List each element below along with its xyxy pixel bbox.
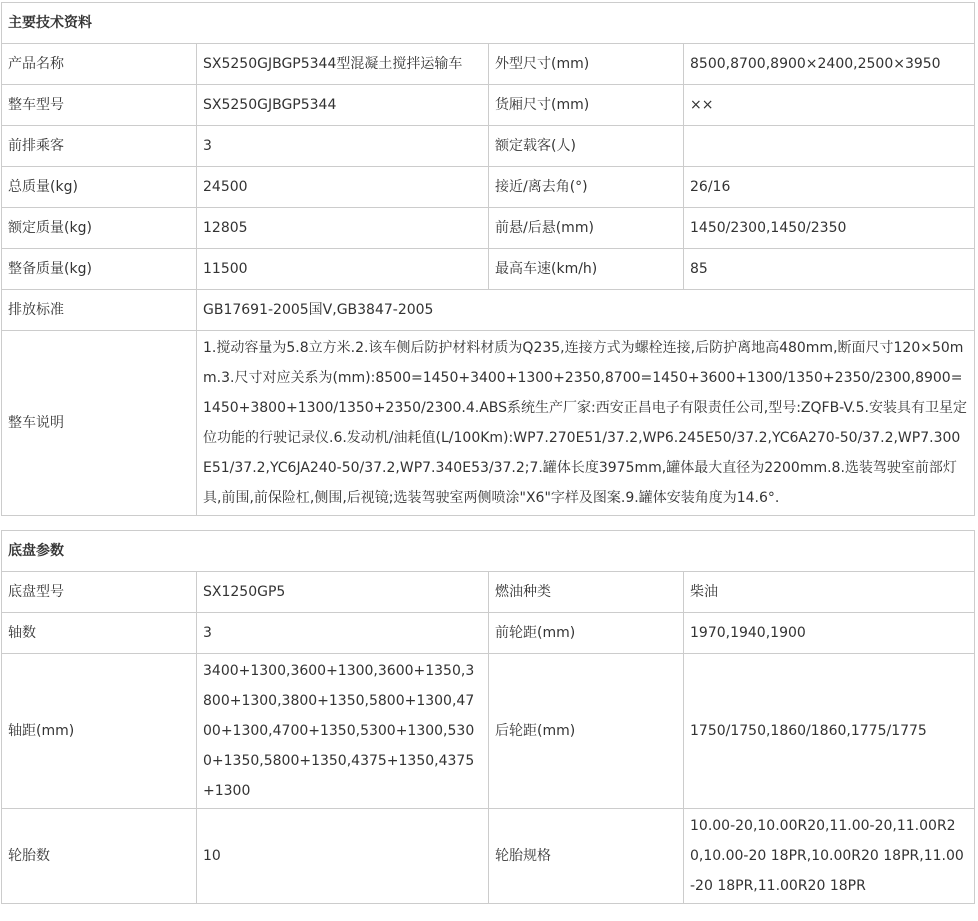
spec-label: 货厢尺寸(mm) <box>489 85 684 126</box>
spec-value: 1750/1750,1860/1860,1775/1775 <box>684 654 975 809</box>
spec-label: 整车型号 <box>2 85 197 126</box>
spec-value: 12805 <box>197 208 489 249</box>
main-spec-table <box>1 2 975 516</box>
spec-label: 轮胎数 <box>2 809 197 904</box>
spec-value <box>684 126 975 167</box>
chassis-spec-title: 底盘参数 <box>2 531 975 572</box>
spec-label: 后轮距(mm) <box>489 654 684 809</box>
description-value: 1.搅动容量为5.8立方米.2.该车侧后防护材料材质为Q235,连接方式为螺栓连接,后防护离地高480mm,断面尺寸120×50mm.3.尺寸对应关系为(mm):8500=1450+3400+1300+2350,8700=1450+3600+1300/1350+2350/2300,8900=1450+3800+1300/1350+2350/2300.4.ABS系统生产厂家:西安正昌电子有限责任公司,型号:ZQFB-V.5.安装具有卫星定位功能的行驶记录仪.6.发动机/油耗值(L/100Km):WP7.270E51/37.2,WP6.245E50/37.2,YC6A270-50/37.2,WP7.300E51/37.2,YC6JA240-50/37.2,WP7.340E53/37.2;7.罐体长度3975mm,罐体最大直径为2200mm.8.选装驾驶室前部灯具,前围,前保险杠,侧围,后视镜;选装驾驶室两侧喷涂"X6"字样及图案.9.罐体安装角度为14.6°. <box>197 331 975 516</box>
spec-label: 轮胎规格 <box>489 809 684 904</box>
chassis-spec-table <box>1 530 975 904</box>
spec-value: SX5250GJBGP5344型混凝土搅拌运输车 <box>197 44 489 85</box>
spec-value: 26/16 <box>684 167 975 208</box>
spec-value: SX5250GJBGP5344 <box>197 85 489 126</box>
spec-label: 额定质量(kg) <box>2 208 197 249</box>
emission-label: 排放标准 <box>2 290 197 331</box>
emission-value: GB17691-2005国Ⅴ,GB3847-2005 <box>197 290 975 331</box>
spec-label: 前排乘客 <box>2 126 197 167</box>
spec-value: 3 <box>197 613 489 654</box>
spec-label: 底盘型号 <box>2 572 197 613</box>
spec-label: 最高车速(km/h) <box>489 249 684 290</box>
spec-label: 前悬/后悬(mm) <box>489 208 684 249</box>
spec-label: 轴数 <box>2 613 197 654</box>
spec-label: 外型尺寸(mm) <box>489 44 684 85</box>
description-label: 整车说明 <box>2 331 197 516</box>
spec-label: 总质量(kg) <box>2 167 197 208</box>
spec-label: 燃油种类 <box>489 572 684 613</box>
spec-value: 10.00-20,10.00R20,11.00-20,11.00R20,10.00-20 18PR,10.00R20 18PR,11.00-20 18PR,11.00R20 18PR <box>684 809 975 904</box>
spec-value: ×× <box>684 85 975 126</box>
spec-label: 前轮距(mm) <box>489 613 684 654</box>
spec-value: 1450/2300,1450/2350 <box>684 208 975 249</box>
spec-value: 11500 <box>197 249 489 290</box>
spec-value: 24500 <box>197 167 489 208</box>
main-spec-title: 主要技术资料 <box>2 3 975 44</box>
spec-value: 1970,1940,1900 <box>684 613 975 654</box>
spec-value: 8500,8700,8900×2400,2500×3950 <box>684 44 975 85</box>
spec-value: 柴油 <box>684 572 975 613</box>
spec-label: 额定载客(人) <box>489 126 684 167</box>
spec-value: 85 <box>684 249 975 290</box>
spec-label: 整备质量(kg) <box>2 249 197 290</box>
spec-value: 10 <box>197 809 489 904</box>
spec-label: 产品名称 <box>2 44 197 85</box>
spec-value: 3 <box>197 126 489 167</box>
spec-value: 3400+1300,3600+1300,3600+1350,3800+1300,3800+1350,5800+1300,4700+1300,4700+1350,5300+1300,5300+1350,5800+1350,4375+1350,4375+1300 <box>197 654 489 809</box>
spec-value: SX1250GP5 <box>197 572 489 613</box>
spec-label: 接近/离去角(°) <box>489 167 684 208</box>
spec-label: 轴距(mm) <box>2 654 197 809</box>
